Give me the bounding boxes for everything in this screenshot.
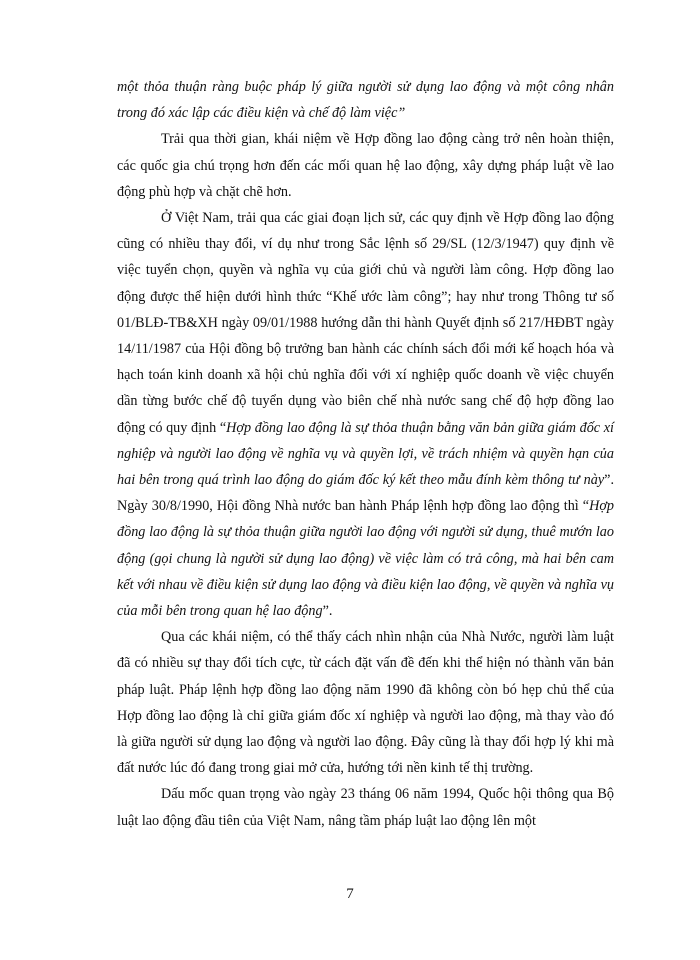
body-text: ”. [322, 603, 333, 620]
body-text: Dấu mốc quan trọng vào ngày 23 tháng 06 năm 1994, Quốc hội thông qua Bộ luật lao động đầu tiên của Việt Nam, nâng tầm pháp luật lao động lên một [117, 786, 614, 829]
body-text: Trải qua thời gian, khái niệm về Hợp đồng lao động càng trở nên hoàn thiện, các quốc gia chú trọng hơn đến các mối quan hệ lao động, xây dựng pháp luật về lao động phù hợp và chặt chẽ hơn. [117, 131, 614, 200]
quoted-definition-text: Hợp đồng lao động là sự thỏa thuận giữa người lao động với người sử dụng, thuê mướn lao động (gọi chung là người sử dụng lao động) về việc làm có trả công, mà hai bên cam kết với nhau về điều kiện sử dụng lao động và điều kiện lao động, về quyền và nghĩa vụ của mỗi bên trong quan hệ lao động [117, 498, 614, 620]
body-text: Qua các khái niệm, có thể thấy cách nhìn nhận của Nhà Nước, người làm luật đã có nhiều sự thay đổi tích cực, từ cách đặt vấn đề đến khi thể hiện nó thành văn bản pháp luật. Pháp lệnh hợp đồng lao động năm 1990 đã không còn bó hẹp chủ thể của Hợp đồng lao động là chỉ giữa giám đốc xí nghiệp và người lao động, mà thay vào đó là giữa người sử dụng lao động và người lao động. Đây cũng là thay đổi hợp lý khi mà đất nước lúc đó đang trong giai mở cửa, hướng tới nền kinh tế thị trường. [117, 629, 614, 777]
body-text: ”. Ngày 30/8/1990, Hội đồng Nhà nước ban hành Pháp lệnh hợp đồng lao động thì “ [117, 472, 614, 515]
body-text: Ở Việt Nam, trải qua các giai đoạn lịch sử, các quy định về Hợp đồng lao động cũng có nhiều thay đổi, ví dụ như trong Sắc lệnh số 29/SL (12/3/1947) quy định về việc tuyển chọn, quyền và nghĩa vụ của giới chủ và người làm công. Hợp đồng lao động được thể hiện dưới hình thức “Khế ước làm công”; hay như trong Thông tư số 01/BLĐ-TB&XH ngày 09/01/1988 hướng dẫn thi hành Quyết định số 217/HĐBT ngày 14/11/1987 của Hội đồng bộ trưởng ban hành các chính sách đổi mới kế hoạch hóa và hạch toán kinh doanh xã hội chủ nghĩa đối với xí nghiệp quốc doanh về việc chuyển dần từng bước chế độ tuyển dụng vào biên chế nhà nước sang chế độ hợp đồng lao động có quy định “ [117, 210, 614, 436]
paragraph-continuation [117, 74, 614, 126]
document-body [117, 74, 614, 834]
paragraph-labor-code-1994 [117, 781, 614, 833]
page-number: 7 [346, 886, 354, 902]
paragraph-vietnam-history [117, 205, 614, 624]
paragraph-analysis [117, 624, 614, 781]
quoted-definition-text: một thỏa thuận ràng buộc pháp lý giữa người sử dụng lao động và một công nhân trong đó xác lập các điều kiện và chế độ làm việc” [117, 79, 614, 122]
quoted-definition-text: Hợp đồng lao động là sự thỏa thuận bằng văn bản giữa giám đốc xí nghiệp và người lao động về nghĩa vụ và quyền lợi, về trách nhiệm và quyền hạn của hai bên trong quá trình lao động do giám đốc ký kết theo mẫu đính kèm thông tư này [117, 419, 614, 489]
paragraph-concept-evolution [117, 126, 614, 205]
